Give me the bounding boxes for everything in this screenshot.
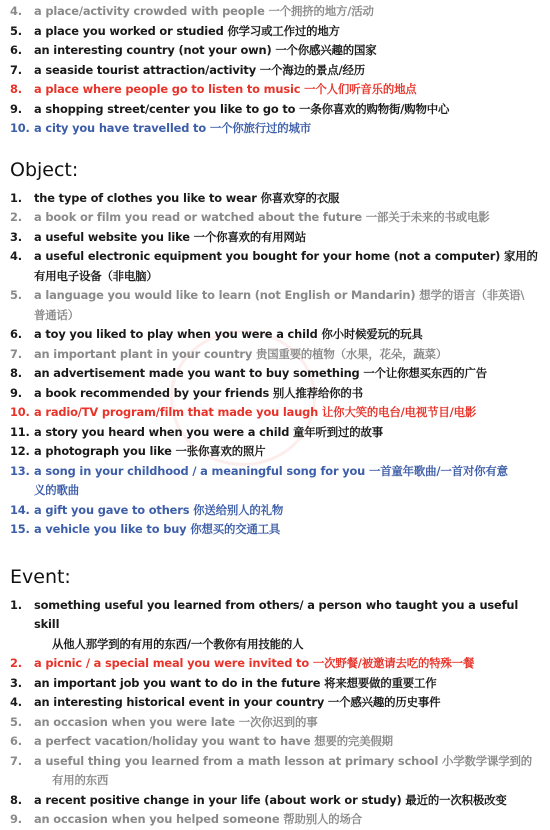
list-item: [10, 693, 546, 713]
item-text: [34, 423, 546, 443]
item-text: [34, 228, 546, 248]
item-number: 7.: [10, 346, 22, 361]
item-number: 7.: [10, 62, 22, 77]
list-item: [10, 501, 546, 521]
list-item: [10, 228, 546, 248]
item-number: 6.: [10, 734, 22, 748]
item-number: 2.: [10, 210, 22, 224]
item-text: [34, 674, 546, 694]
item-text: [34, 693, 546, 713]
item-text: [34, 61, 546, 81]
item-text-line: something useful you learned from others/ a person who taught you a useful skill: [34, 597, 519, 631]
document-page: [10, 0, 546, 830]
list-item: [10, 520, 546, 540]
item-text: [34, 2, 546, 22]
list-item: [10, 674, 546, 694]
list-item: [10, 752, 546, 791]
item-number: 6.: [10, 43, 22, 57]
item-text: [34, 403, 546, 423]
item-text: [34, 247, 546, 286]
object-topic-list: [10, 189, 546, 540]
list-item: [10, 345, 546, 365]
item-number: 4.: [10, 4, 22, 18]
item-text: [34, 596, 546, 655]
item-text: [34, 325, 546, 345]
list-item: [10, 61, 546, 81]
item-text-line: a seaside tourist attraction/activity 一个海边的景点/经历: [34, 62, 365, 77]
event-section-title: Event:: [10, 565, 71, 588]
list-item: [10, 462, 546, 501]
item-text: [34, 384, 546, 404]
item-text-line: a song in your childhood / a meaningful song for you 一首童年歌曲/一首对你有意: [34, 463, 508, 478]
item-number: 14.: [10, 502, 30, 517]
list-item: [10, 403, 546, 423]
item-text: [34, 189, 546, 209]
item-text-line: a useful electronic equipment you bought for your home (not a computer) 家用的: [34, 249, 538, 263]
list-item: [10, 442, 546, 462]
item-text: [34, 100, 546, 120]
item-number: 1.: [10, 190, 22, 205]
item-number: 11.: [10, 424, 30, 439]
event-topic-list: [10, 596, 546, 830]
item-number: 5.: [10, 714, 22, 729]
item-text: [34, 80, 546, 100]
item-text: [34, 364, 546, 384]
item-text-line: a gift you gave to others 你送给别人的礼物: [34, 502, 284, 517]
item-text-line: a story you heard when you were a child 童年听到过的故事: [34, 424, 383, 439]
item-number: 8.: [10, 82, 22, 96]
item-text-line: a place/activity crowded with people 一个拥挤的地方/活动: [34, 4, 374, 18]
item-text-line: the type of clothes you like to wear 你喜欢穿的衣服: [34, 190, 340, 205]
item-text: [34, 791, 546, 811]
list-item: [10, 384, 546, 404]
list-item: [10, 2, 546, 22]
item-text-line: a photograph you like 一张你喜欢的照片: [34, 444, 266, 458]
item-text: [34, 286, 546, 325]
item-text-line: a city you have travelled to 一个你旅行过的城市: [34, 121, 311, 135]
item-text: [34, 752, 546, 791]
list-item: [10, 22, 546, 42]
item-number: 8.: [10, 792, 22, 807]
item-text-line: a useful website you like 一个你喜欢的有用网站: [34, 229, 307, 244]
item-text-line: a picnic / a special meal you were invited to 一次野餐/被邀请去吃的特殊一餐: [34, 656, 475, 670]
item-text: [34, 810, 546, 830]
item-text-continuation: 普通话）: [34, 307, 79, 322]
item-text-line: a book or film you read or watched about the future 一部关于未来的书或电影: [34, 210, 490, 224]
item-text-line: a toy you liked to play when you were a child 你小时候爱玩的玩具: [34, 327, 423, 341]
item-text-line: a place where people go to listen to music 一个人们听音乐的地点: [34, 82, 417, 96]
item-text-line: an occasion when you helped someone 帮助别人的场合: [34, 812, 362, 826]
list-item: [10, 791, 546, 811]
item-number: 13.: [10, 463, 30, 478]
item-number: 10.: [10, 405, 30, 419]
item-text: [34, 462, 546, 501]
item-number: 4.: [10, 249, 22, 263]
item-text-line: a useful thing you learned from a math lesson at primary school 小学数学课学到的: [34, 753, 532, 768]
item-text-line: a shopping street/center you like to go to 一条你喜欢的购物街/购物中心: [34, 101, 450, 116]
item-number: 5.: [10, 23, 22, 38]
item-text-line: a vehicle you like to buy 你想买的交通工具: [34, 522, 281, 536]
item-text: [34, 442, 546, 462]
item-text: [34, 208, 546, 228]
item-text-continuation: 有用电子设备（非电脑）: [34, 268, 158, 283]
list-item: [10, 247, 546, 286]
list-item: [10, 119, 546, 139]
item-number: 12.: [10, 444, 30, 458]
item-text: [34, 41, 546, 61]
item-number: 4.: [10, 695, 22, 709]
list-item: [10, 41, 546, 61]
item-text-line: an important plant in your country 贵国重要的植物（水果，花朵，蔬菜）: [34, 346, 448, 361]
item-number: 1.: [10, 597, 22, 612]
item-text-line: an important job you want to do in the future 将来想要做的重要工作: [34, 675, 437, 690]
item-text: [34, 501, 546, 521]
item-text-line: a book recommended by your friends 别人推荐给你的书: [34, 385, 363, 400]
item-text: [34, 520, 546, 540]
item-number: 9.: [10, 812, 22, 826]
list-item: [10, 80, 546, 100]
item-number: 8.: [10, 366, 22, 380]
item-number: 5.: [10, 288, 22, 302]
list-item: [10, 364, 546, 384]
item-number: 7.: [10, 753, 22, 768]
item-text-continuation: 有用的东西: [52, 773, 109, 787]
item-text-continuation: 义的歌曲: [34, 483, 79, 497]
item-text-line: a radio/TV program/film that made you laugh 让你大笑的电台/电视节目/电影: [34, 405, 477, 419]
item-number: 9.: [10, 101, 22, 116]
item-text-line: a perfect vacation/holiday you want to have 想要的完美假期: [34, 734, 393, 748]
list-item: [10, 100, 546, 120]
item-number: 3.: [10, 675, 22, 690]
list-item: [10, 325, 546, 345]
item-text-line: an advertisement made you want to buy something 一个让你想买东西的广告: [34, 366, 488, 380]
item-text-line: an occasion when you were late 一次你迟到的事: [34, 714, 318, 729]
item-text-line: a recent positive change in your life (about work or study) 最近的一次积极改变: [34, 792, 507, 807]
list-item: [10, 423, 546, 443]
item-number: 10.: [10, 121, 30, 135]
object-section-title: Object:: [10, 158, 79, 181]
item-text: [34, 654, 546, 674]
list-item: [10, 208, 546, 228]
list-item: [10, 654, 546, 674]
item-text: [34, 732, 546, 752]
item-text-line: a language you would like to learn (not English or Mandarin) 想学的语言（非英语\: [34, 288, 525, 302]
item-number: 15.: [10, 522, 30, 536]
place-topic-list: [10, 2, 546, 139]
item-text: [34, 345, 546, 365]
list-item: [10, 596, 546, 655]
list-item: [10, 189, 546, 209]
list-item: [10, 732, 546, 752]
item-number: 9.: [10, 385, 22, 400]
item-text: [34, 713, 546, 733]
item-text-continuation: 从他人那学到的有用的东西/一个教你有用技能的人: [52, 636, 304, 651]
item-number: 3.: [10, 229, 22, 244]
list-item: [10, 810, 546, 830]
item-number: 2.: [10, 656, 22, 670]
item-text-line: an interesting country (not your own) 一个你感兴趣的国家: [34, 43, 377, 57]
item-text-line: an interesting historical event in your country 一个感兴趣的历史事件: [34, 695, 441, 709]
item-number: 6.: [10, 327, 22, 341]
list-item: [10, 713, 546, 733]
item-text: [34, 22, 546, 42]
item-text-line: a place you worked or studied 你学习或工作过的地方: [34, 23, 340, 38]
item-text: [34, 119, 546, 139]
list-item: [10, 286, 546, 325]
